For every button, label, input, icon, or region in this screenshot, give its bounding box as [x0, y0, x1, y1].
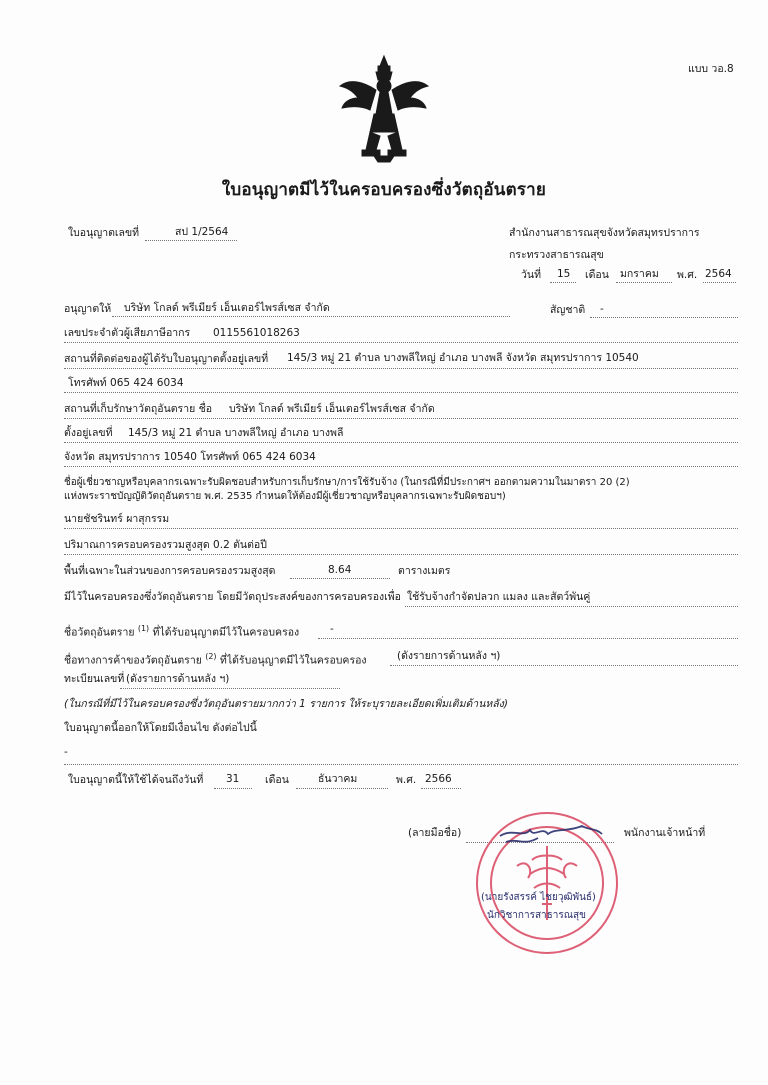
- conditions-label: ใบอนุญาตนี้ออกให้โดยมีเงื่อนไข ดังต่อไปนี้: [64, 722, 257, 734]
- valid-until-label: ใบอนุญาตนี้ให้ใช้ได้จนถึงวันที่: [68, 774, 204, 786]
- valid-until-month: ธันวาคม: [318, 773, 358, 785]
- registration-label: ทะเบียนเลขที่: [64, 673, 125, 685]
- form-code: แบบ วอ.8: [688, 63, 734, 75]
- tax-id-label: เลขประจำตัวผู้เสียภาษีอากร: [64, 327, 191, 339]
- purpose-value: ใช้รับจ้างกำจัดปลวก แมลง และสัตว์พันคู่: [407, 591, 591, 603]
- contact-address: 145/3 หมู่ 21 ตำบล บางพลีใหญ่ อำเภอ บางพลี จังหวัด สมุทรปราการ 10540: [287, 352, 639, 364]
- max-quantity: ปริมาณการครอบครองรวมสูงสุด 0.2 ตันต่อปี: [64, 539, 267, 551]
- conditions-value: -: [64, 746, 68, 758]
- tax-id: 0115561018263: [213, 327, 300, 339]
- signer-name: (นายรังสรรค์ ไชยวุฒิพันธ์): [481, 892, 596, 903]
- expert-label-line2: แห่งพระราชบัญญัติวัตถุอันตราย พ.ศ. 2535 กำหนดให้ต้องมีผู้เชี่ยวชาญหรือบุคลากรเฉพาะรับผิดชอบฯ): [64, 491, 506, 502]
- storage-label: สถานที่เก็บรักษาวัตถุอันตราย ชื่อ: [64, 403, 213, 415]
- multiple-items-note: (ในกรณีที่มีไว้ในครอบครองซึ่งวัตถุอันตรายมากกว่า 1 รายการ ให้ระบุรายละเอียดเพิ่มเติมด้านหลัง): [64, 698, 508, 710]
- issue-year: 2564: [705, 268, 732, 280]
- grantee-label: อนุญาตให้: [64, 303, 112, 315]
- substance-name-label: ชื่อวัตถุอันตราย $^{(1)}$ ที่ได้รับอนุญาตมีไว้ในครอบครอง: [64, 624, 300, 639]
- storage-name: บริษัท โกลด์ พรีเมียร์ เอ็นเตอร์ไพรส์เซส จำกัด: [229, 403, 435, 415]
- license-no-label: ใบอนุญาตเลขที่: [68, 227, 140, 239]
- document-title: ใบอนุญาตมีไว้ในครอบครองซึ่งวัตถุอันตราย: [221, 180, 547, 200]
- valid-until-year: 2566: [425, 773, 452, 785]
- trade-name-label: ชื่อทางการค้าของวัตถุอันตราย $^{(2)}$ ที่ได้รับอนุญาตมีไว้ในครอบครอง: [64, 652, 367, 667]
- issue-day-label: วันที่: [521, 269, 541, 281]
- valid-until-month-label: เดือน: [265, 774, 289, 786]
- signer-title: นักวิชาการสาธารณสุข: [487, 910, 586, 921]
- contact-address-label: สถานที่ติดต่อของผู้ได้รับใบอนุญาตตั้งอยู่เลขที่: [64, 353, 269, 365]
- storage-address: 145/3 หมู่ 21 ตำบล บางพลีใหญ่ อำเภอ บางพลี: [128, 427, 344, 439]
- area-label: พื้นที่เฉพาะในส่วนของการครอบครองรวมสูงสุด: [64, 565, 276, 577]
- license-no: สป 1/2564: [175, 226, 229, 238]
- expert-label-line1: ชื่อผู้เชี่ยวชาญหรือบุคลากรเฉพาะรับผิดชอบสำหรับการเก็บรักษา/การใช้รับจ้าง (ในกรณีที่มีประกาศฯ ออกตามความในมาตรา 20 (2): [64, 477, 630, 488]
- area-value: 8.64: [328, 564, 352, 576]
- valid-until-year-label: พ.ศ.: [396, 774, 417, 786]
- substance-name-value: -: [330, 623, 334, 635]
- officer-label: พนักงานเจ้าหน้าที่: [624, 827, 706, 839]
- issue-month-label: เดือน: [585, 269, 609, 281]
- purpose-label: มีไว้ในครอบครองซึ่งวัตถุอันตราย โดยมีวัตถุประสงค์ของการครอบครองเพื่อ: [64, 591, 401, 603]
- issue-day: 15: [557, 268, 571, 280]
- storage-address-label: ตั้งอยู่เลขที่: [64, 427, 113, 439]
- official-seal-stamp: [472, 808, 622, 958]
- registration-value: (ดังรายการด้านหลัง ฯ): [126, 673, 230, 685]
- contact-phone: โทรศัพท์ 065 424 6034: [68, 377, 184, 389]
- ministry-name: กระทรวงสาธารณสุข: [509, 249, 604, 261]
- grantee-name: บริษัท โกลด์ พรีเมียร์ เอ็นเตอร์ไพรส์เซส จำกัด: [124, 302, 330, 314]
- valid-until-day: 31: [226, 773, 240, 785]
- garuda-emblem-icon: [336, 52, 432, 164]
- nationality-value: -: [600, 303, 604, 315]
- footnote-1-marker: (1): [137, 624, 150, 633]
- signature-label: (ลายมือชื่อ): [408, 827, 462, 839]
- office-name: สำนักงานสาธารณสุขจังหวัดสมุทรปราการ: [509, 227, 700, 239]
- issue-month: มกราคม: [620, 268, 659, 280]
- nationality-label: สัญชาติ: [550, 304, 586, 316]
- issue-year-label: พ.ศ.: [677, 269, 698, 281]
- footnote-2-marker: (2): [205, 652, 217, 661]
- area-unit: ตารางเมตร: [398, 565, 451, 577]
- trade-name-value: (ดังรายการด้านหลัง ฯ): [397, 650, 501, 662]
- storage-province: จังหวัด สมุทรปราการ 10540 โทรศัพท์ 065 424 6034: [64, 451, 316, 463]
- expert-name: นายชัชรินทร์ ผาสุกรรม: [64, 513, 170, 525]
